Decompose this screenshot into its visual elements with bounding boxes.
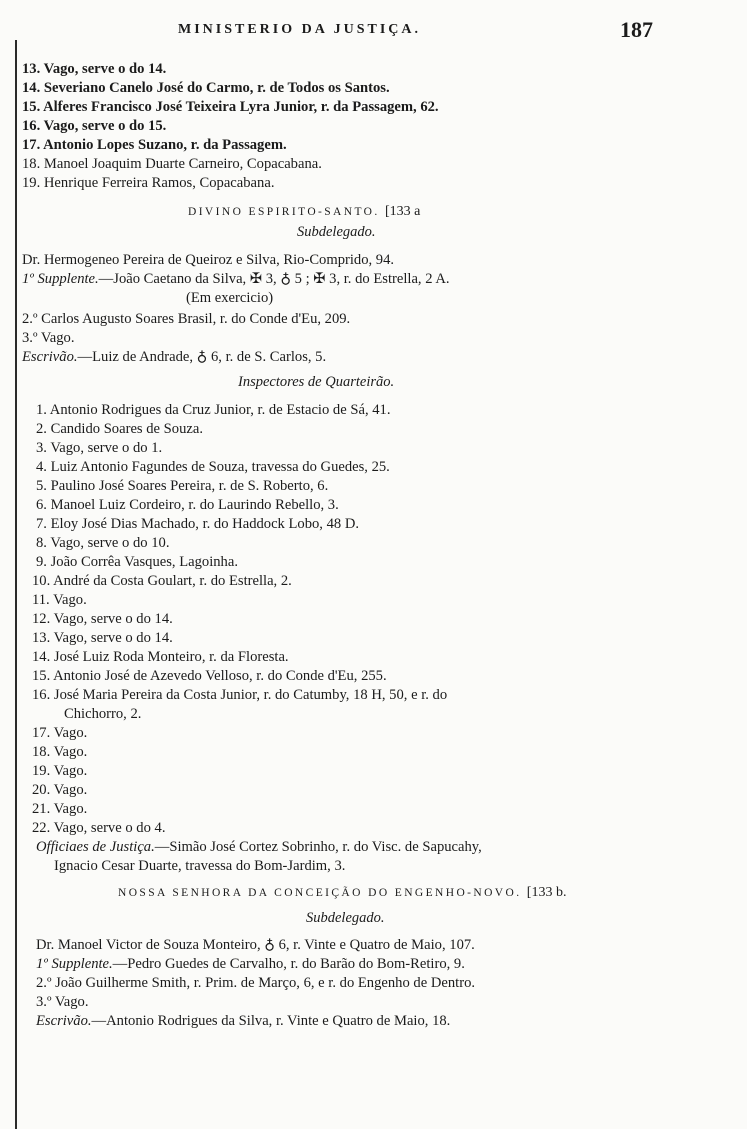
list-item: 16. Vago, serve o do 15. (22, 118, 167, 134)
subheading: Subdelegado. (306, 910, 385, 926)
inspector-item: 14. José Luiz Roda Monteiro, r. da Floresta. (32, 649, 289, 665)
supplente-3-line: 3.º Vago. (36, 994, 89, 1010)
list-item: 18. Manoel Joaquim Duarte Carneiro, Copacabana. (22, 156, 322, 172)
inspector-item: 11. Vago. (32, 592, 87, 608)
inspector-item: 18. Vago. (32, 744, 88, 760)
section-ref: [133 b. (526, 885, 567, 900)
inspector-item: 7. Eloy José Dias Machado, r. do Haddock Lobo, 48 D. (36, 516, 360, 532)
left-margin-rule (15, 40, 17, 1129)
inspector-item: 3. Vago, serve o do 1. (36, 440, 163, 456)
subheading: Subdelegado. (297, 224, 376, 240)
supplente-label: 1º Supplente. (36, 956, 113, 972)
section-heading (188, 204, 420, 220)
officiaes-label: Officiaes de Justiça. (36, 839, 155, 855)
section-heading-text: DIVINO ESPIRITO-SANTO. (188, 206, 380, 218)
supplente-3-line: 3.º Vago. (22, 330, 75, 346)
inspector-item: 17. Vago. (32, 725, 88, 741)
list-item: 15. Alferes Francisco José Teixeira Lyra Junior, r. da Passagem, 62. (22, 99, 439, 115)
inspector-item-continuation: Chichorro, 2. (64, 706, 142, 722)
escrivao-label: Escrivão. (22, 349, 78, 365)
officiaes-text: —Simão José Cortez Sobrinho, r. do Visc. de Sapucahy, (154, 839, 482, 855)
inspector-item: 15. Antonio José de Azevedo Velloso, r. do Conde d'Eu, 255. (32, 668, 387, 684)
inspector-item: 2. Candido Soares de Souza. (36, 421, 203, 437)
inspector-item: 16. José Maria Pereira da Costa Junior, r. do Catumby, 18 H, 50, e r. do (32, 687, 448, 703)
section-heading (118, 885, 566, 901)
inspector-item: 1. Antonio Rodrigues da Cruz Junior, r. de Estacio de Sá, 41. (36, 402, 391, 418)
escrivao-line (22, 348, 326, 366)
inspector-item: 13. Vago, serve o do 14. (32, 630, 173, 646)
supplente-2-line: 2.º Carlos Augusto Soares Brasil, r. do Conde d'Eu, 209. (22, 311, 351, 327)
page-header-title: MINISTERIO DA JUSTIÇA. (178, 22, 421, 37)
supplente-1-line (36, 955, 465, 973)
supplente-1-line (22, 270, 450, 288)
subdelegado-line: Dr. Manoel Victor de Souza Monteiro, ♁ 6, r. Vinte e Quatro de Maio, 107. (36, 937, 475, 953)
inspectores-heading: Inspectores de Quarteirão. (238, 374, 395, 390)
page-number: 187 (620, 17, 653, 42)
inspector-item: 12. Vago, serve o do 14. (32, 611, 173, 627)
inspector-item: 6. Manoel Luiz Cordeiro, r. do Laurindo Rebello, 3. (36, 497, 339, 513)
inspector-item: 9. João Corrêa Vasques, Lagoinha. (36, 554, 238, 570)
supplente-note: (Em exercicio) (186, 290, 274, 306)
list-item: 17. Antonio Lopes Suzano, r. da Passagem. (22, 137, 287, 153)
list-item: 13. Vago, serve o do 14. (22, 61, 167, 77)
list-item: 14. Severiano Canelo José do Carmo, r. de Todos os Santos. (22, 80, 390, 96)
inspector-item: 5. Paulino José Soares Pereira, r. de S. Roberto, 6. (36, 478, 329, 494)
subdelegado-line: Dr. Hermogeneo Pereira de Queiroz e Silva, Rio-Comprido, 94. (22, 252, 395, 268)
officiaes-line (36, 838, 482, 856)
section-heading-text: NOSSA SENHORA DA CONCEIÇÃO DO ENGENHO-NOVO. (118, 887, 522, 899)
officiaes-line-2: Ignacio Cesar Duarte, travessa do Bom-Jardim, 3. (54, 858, 346, 874)
escrivao-text: —Antonio Rodrigues da Silva, r. Vinte e Quatro de Maio, 18. (91, 1013, 451, 1029)
supplente-text: —Pedro Guedes de Carvalho, r. do Barão do Bom-Retiro, 9. (112, 956, 465, 972)
supplente-text: —João Caetano da Silva, ✠ 3, ♁ 5 ; ✠ 3, r. do Estrella, 2 A. (98, 271, 450, 287)
section-ref: [133 a (384, 204, 421, 219)
inspector-item: 10. André da Costa Goulart, r. do Estrella, 2. (32, 573, 292, 589)
escrivao-label: Escrivão. (36, 1013, 92, 1029)
inspector-item: 4. Luiz Antonio Fagundes de Souza, travessa do Guedes, 25. (36, 459, 390, 475)
inspector-item: 21. Vago. (32, 801, 88, 817)
inspector-item: 22. Vago, serve o do 4. (32, 820, 166, 836)
escrivao-text: —Luiz de Andrade, ♁ 6, r. de S. Carlos, 5. (77, 349, 327, 365)
supplente-label: 1º Supplente. (22, 271, 99, 287)
escrivao-line (36, 1012, 450, 1030)
inspector-item: 8. Vago, serve o do 10. (36, 535, 170, 551)
supplente-2-line: 2.º João Guilherme Smith, r. Prim. de Março, 6, e r. do Engenho de Dentro. (36, 975, 476, 991)
inspector-item: 19. Vago. (32, 763, 88, 779)
list-item: 19. Henrique Ferreira Ramos, Copacabana. (22, 175, 275, 191)
inspector-item: 20. Vago. (32, 782, 88, 798)
